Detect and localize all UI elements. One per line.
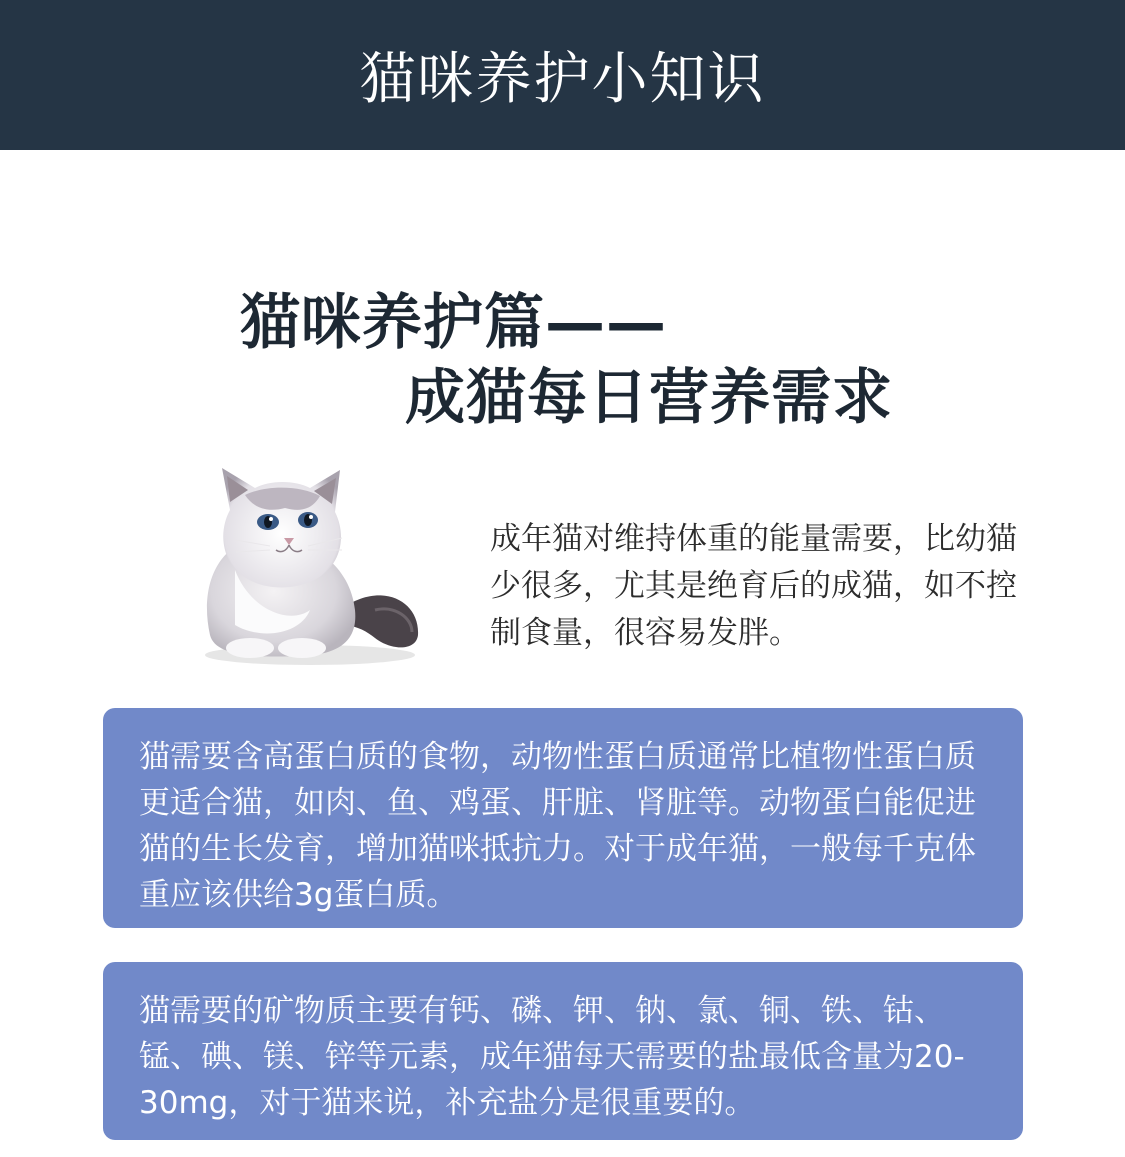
cat-illustration xyxy=(190,460,430,670)
page-header xyxy=(0,0,1125,150)
info-card-text: 猫需要含高蛋白质的食物，动物性蛋白质通常比植物性蛋白质更适合猫，如肉、鱼、鸡蛋、肝脏、肾脏等。动物蛋白能促进猫的生长发育，增加猫咪抵抗力。对于成年猫，一般每千克体重应该供给3g蛋白质。 xyxy=(139,739,976,913)
info-card-minerals xyxy=(103,962,1023,1140)
article-headline-line1: 猫咪养护篇—— xyxy=(240,288,667,358)
info-card-protein xyxy=(103,708,1023,928)
intro-paragraph: 成年猫对维持体重的能量需要，比幼猫少很多，尤其是绝育后的成猫，如不控制食量，很容易发胖。 xyxy=(490,521,1017,651)
article-headline-line2: 成猫每日营养需求 xyxy=(405,363,893,433)
page-title: 猫咪养护小知识 xyxy=(359,47,766,112)
info-card-text: 猫需要的矿物质主要有钙、磷、钾、钠、氯、铜、铁、钴、锰、碘、镁、锌等元素，成年猫每天需要的盐最低含量为20-30mg，对于猫来说，补充盐分是很重要的。 xyxy=(139,993,965,1121)
